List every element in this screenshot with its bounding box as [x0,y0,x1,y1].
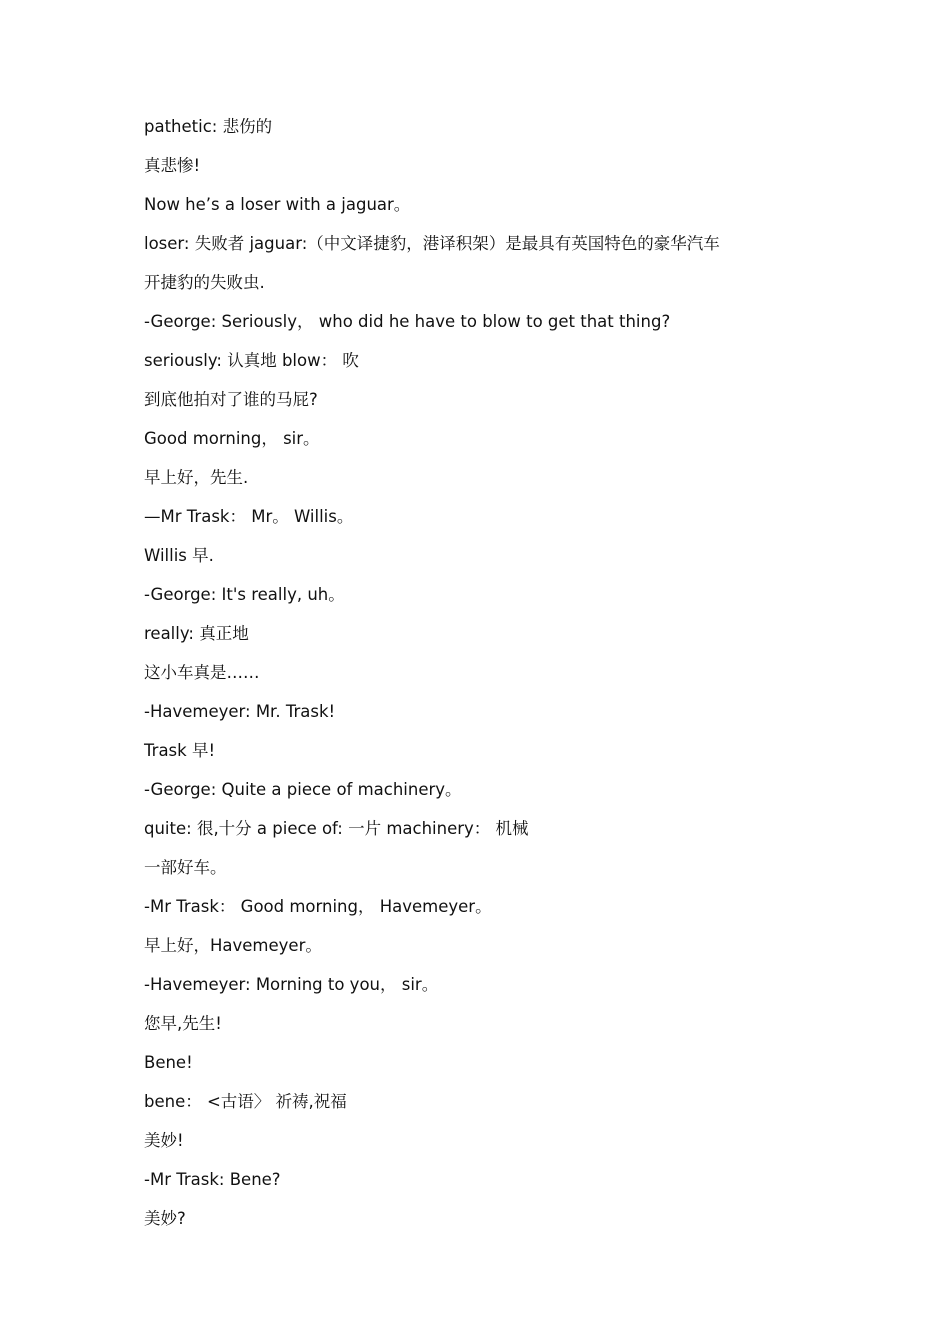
text-line: 美妙! [144,1131,184,1150]
text-line: -Havemeyer: Morning to you， sir。 [144,975,439,994]
text-line: Trask 早! [144,741,216,760]
text-line: Now he’s a loser with a jaguar。 [144,195,411,214]
text-line: -Mr Trask： Good morning， Havemeyer。 [144,897,492,916]
text-line: 开捷豹的失败虫. [144,273,265,292]
text-line: 这小车真是…… [144,663,260,682]
text-line: 一部好车。 [144,858,227,877]
text-line: Good morning， sir。 [144,429,320,448]
text-line: 早上好，Havemeyer。 [144,936,322,955]
text-line: really: 真正地 [144,624,249,643]
text-line: quite: 很,十分 a piece of: 一片 machinery： 机械 [144,819,529,838]
text-line: 美妙? [144,1209,186,1228]
text-line: -George: Seriously， who did he have to blow to get that thing? [144,312,671,331]
text-line: -George: It's really, uh。 [144,585,345,604]
text-line: pathetic: 悲伤的 [144,117,273,136]
text-line: 真悲惨! [144,156,201,175]
text-line: 早上好，先生. [144,468,249,487]
text-line: -Havemeyer: Mr. Trask! [144,702,336,721]
text-line: —Mr Trask： Mr。 Willis。 [144,507,354,526]
document-body [144,114,844,1245]
text-line: bene： <古语〉 祈祷,祝福 [144,1092,347,1111]
text-line: loser: 失败者 jaguar:（中文译捷豹，港译积架）是最具有英国特色的豪华汽车 [144,234,720,253]
text-line: Willis 早. [144,546,214,565]
text-line: Bene! [144,1053,193,1072]
text-line: seriously: 认真地 blow： 吹 [144,351,359,370]
text-line: 到底他拍对了谁的马屁? [144,390,318,409]
text-line: -Mr Trask: Bene? [144,1170,281,1189]
text-line: -George: Quite a piece of machinery。 [144,780,462,799]
text-line: 您早,先生! [144,1014,222,1033]
